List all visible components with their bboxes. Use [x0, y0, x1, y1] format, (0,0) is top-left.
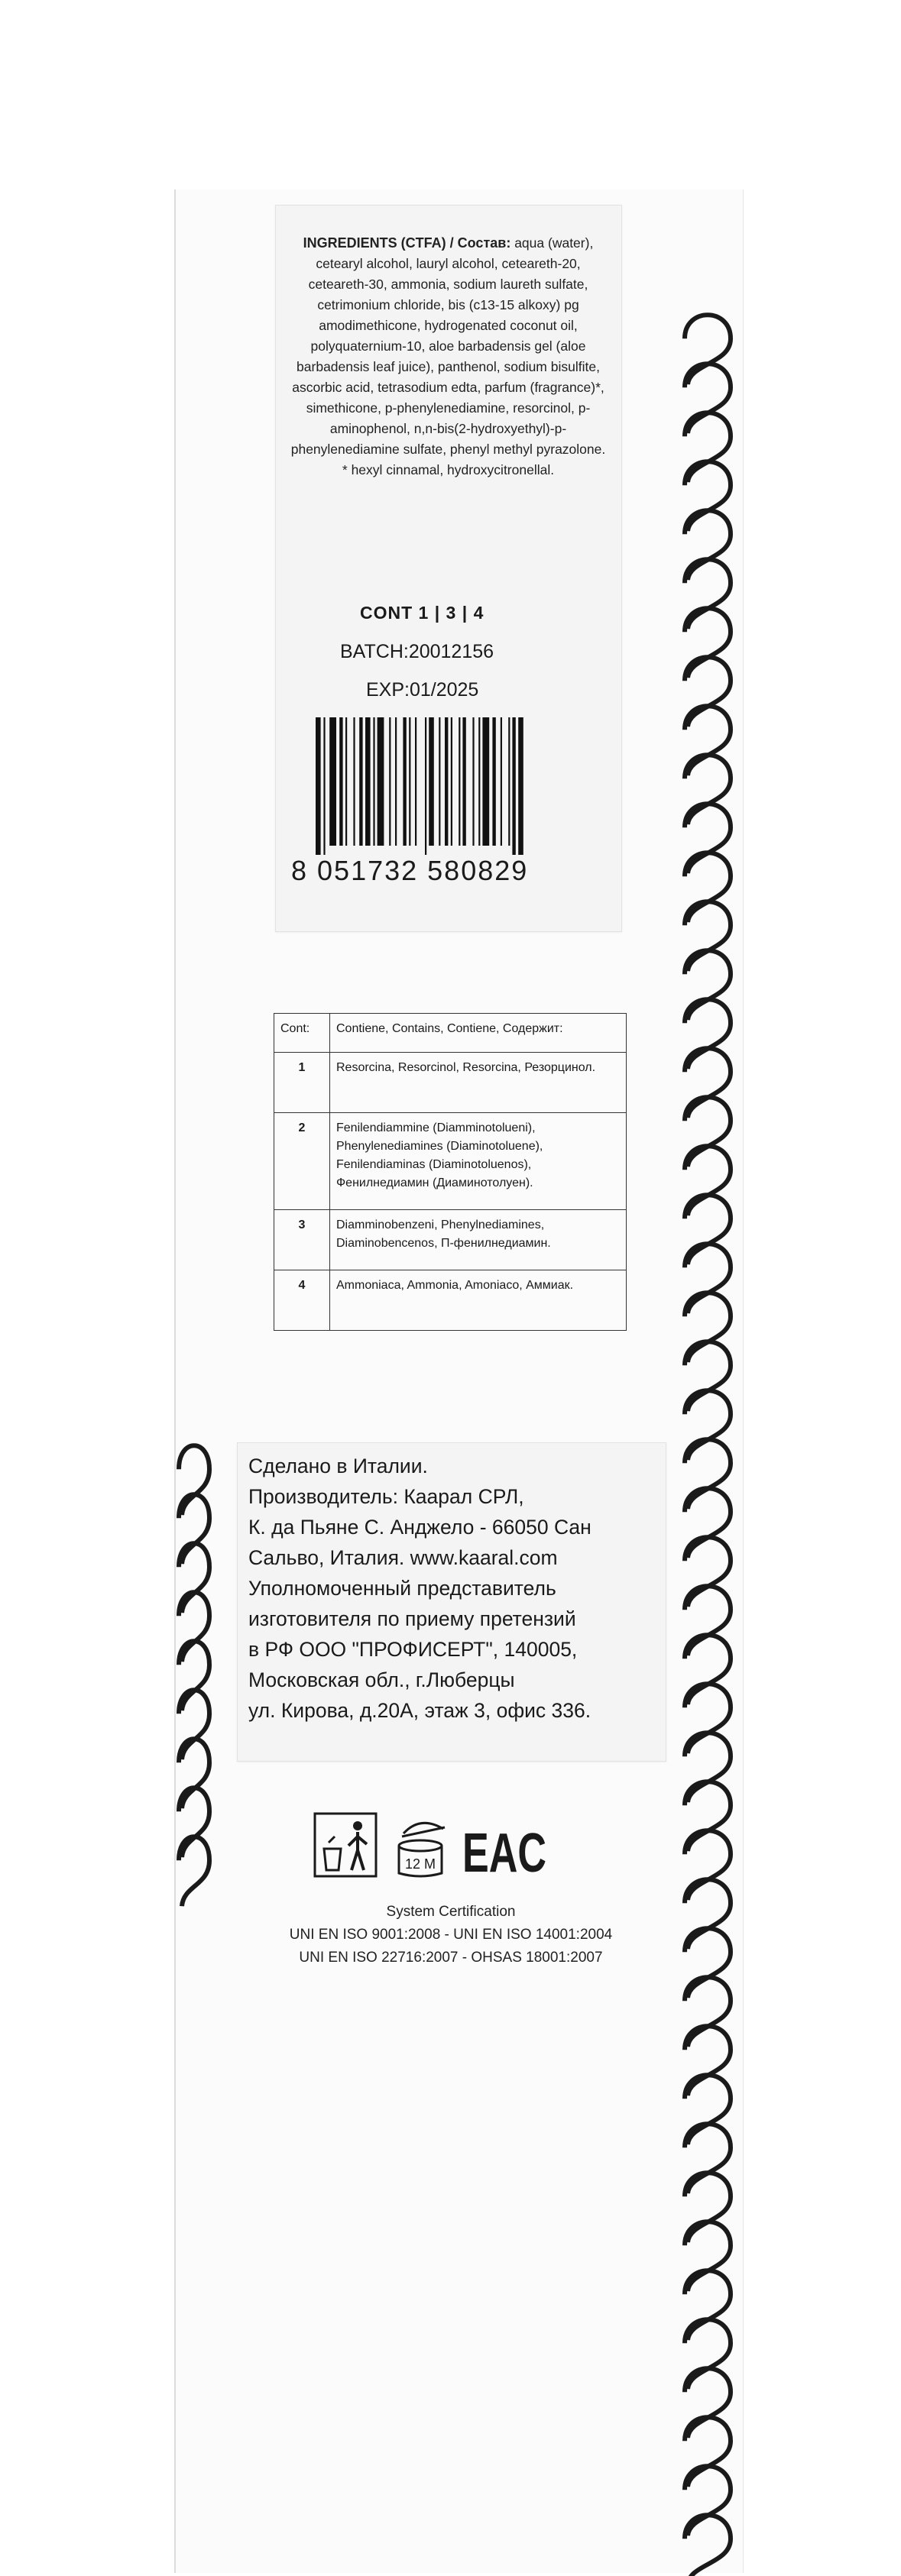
barcode-bar — [518, 717, 523, 855]
barcode-bar — [373, 717, 374, 846]
table-row — [274, 1270, 627, 1331]
barcode-bar — [472, 717, 474, 846]
table-header-text: Contiene, Contains, Contiene, Содержит: — [330, 1014, 627, 1053]
row-text: Ammoniaca, Ammonia, Amoniaco, Аммиак. — [330, 1270, 627, 1331]
barcode-bar — [415, 717, 416, 846]
ingredients-sticker — [275, 205, 622, 932]
ru-line: ул. Кирова, д.20А, этаж 3, офис 336. — [248, 1699, 591, 1722]
row-number: 1 — [274, 1053, 330, 1113]
expiry-date: EXP:01/2025 — [366, 679, 479, 701]
barcode-bar — [445, 717, 448, 846]
barcode-bar — [389, 717, 391, 846]
barcode-bar — [359, 717, 362, 846]
barcode-bar — [409, 717, 410, 846]
barcode-bar — [316, 717, 321, 855]
row-text: Fenilendiammine (Diamminotolueni), Phenylenediamines (Diaminotoluene), Fenilendiaminas (Diaminotoluenos), Фенилнедиамин (Диаминотолуен). — [330, 1113, 627, 1210]
certification-line: UNI EN ISO 22716:2007 - OHSAS 18001:2007 — [299, 1950, 603, 1966]
row-text: Diamminobenzeni, Phenylnediamines, Diaminobencenos, П-фенилнедиамин. — [330, 1210, 627, 1270]
batch-number: BATCH:20012156 — [340, 641, 494, 662]
product-box-panel — [174, 189, 744, 2573]
table-header-label: Cont: — [274, 1014, 330, 1053]
barcode-bar — [459, 717, 460, 846]
ingredients-text — [290, 233, 607, 481]
barcode-bar — [345, 717, 347, 846]
russian-importer-text — [248, 1451, 661, 1726]
table-row — [274, 1053, 627, 1113]
ru-line: К. да Пьяне С. Анджело - 66050 Сан — [248, 1516, 591, 1539]
ru-line: в РФ ООО "ПРОФИСЕРТ", 140005, — [248, 1638, 578, 1661]
barcode-bar — [482, 717, 489, 846]
ru-line: Сделано в Италии. — [248, 1455, 428, 1477]
contents-table — [274, 1013, 627, 1331]
eac-mark-icon — [462, 1823, 546, 1884]
barcode-bar — [451, 717, 452, 846]
right-loop-pattern — [665, 189, 743, 2573]
row-number: 3 — [274, 1210, 330, 1270]
certification-title: System Certification — [386, 1904, 516, 1920]
table-row — [274, 1113, 627, 1210]
barcode-number: 8 051732 580829 — [291, 855, 529, 886]
barcode-bar — [439, 717, 440, 846]
table-row — [274, 1210, 627, 1270]
certification-block — [237, 1901, 665, 1969]
row-number: 4 — [274, 1270, 330, 1331]
russian-importer-sticker — [237, 1442, 666, 1762]
ru-line: Уполномоченный представитель — [248, 1577, 556, 1600]
certification-line: UNI EN ISO 9001:2008 - UNI EN ISO 14001:2004 — [289, 1927, 613, 1943]
ingredients-footnote: * hexyl cinnamal, hydroxycitronellal. — [342, 462, 555, 477]
table-row — [274, 1014, 627, 1053]
eac-label: EAC — [462, 1823, 546, 1884]
barcode-bar — [478, 717, 480, 846]
barcode-bar — [492, 717, 495, 846]
barcode-bar — [378, 717, 384, 846]
barcode-bar — [512, 717, 515, 855]
ru-line: Сальво, Италия. www.kaaral.com — [248, 1546, 558, 1569]
barcode — [313, 717, 565, 855]
pao-label: 12 M — [404, 1856, 436, 1872]
barcode-bar — [395, 717, 397, 846]
row-text: Resorcina, Resorcinol, Resorcina, Резорцинол. — [330, 1053, 627, 1113]
barcode-bar — [501, 717, 502, 846]
loop-ornament — [685, 315, 731, 384]
barcode-bar — [339, 717, 342, 846]
recycle-bin-icon — [315, 1814, 376, 1876]
product-symbols — [313, 1812, 558, 1884]
ru-line: Производитель: Каарал СРЛ, — [248, 1485, 524, 1508]
ingredients-heading: INGREDIENTS (CTFA) / Состав: — [303, 235, 511, 251]
loop-ornament — [685, 2515, 731, 2576]
barcode-bar — [403, 717, 406, 846]
barcode-bar — [462, 717, 465, 846]
barcode-bar — [365, 717, 371, 846]
cont-line: CONT 1 | 3 | 4 — [360, 603, 485, 623]
barcode-bar — [429, 717, 434, 846]
loop-ornament — [179, 1837, 209, 1906]
ru-line: Московская обл., г.Люберцы — [248, 1668, 515, 1691]
open-jar-icon — [399, 1823, 445, 1876]
barcode-bar — [323, 717, 325, 855]
barcode-bar — [353, 717, 355, 846]
barcode-bar — [425, 717, 426, 855]
ingredients-list: aqua (water), cetearyl alcohol, lauryl alcohol, ceteareth-20, ceteareth-30, ammonia, sodium laureth sulfate, cetrimonium chloride, bis (c13-15 alkoxy) pg amodimethicone, hydrogenated coconut oil, polyquaternium-10, aloe barbadensis gel (aloe barbadensis leaf juice), panthenol, sodium bisulfite, ascorbic acid, tetrasodium edta, parfum (fragrance)*, simethicone, p-phenylenediamine, resorcinol, p-aminophenol, n,n-bis(2-hydroxyethyl)-p-phenylenediamine sulfate, phenyl methyl pyrazolone. — [290, 235, 606, 457]
ru-line: изготовителя по приему претензий — [248, 1607, 576, 1630]
barcode-bar — [329, 717, 336, 846]
row-number: 2 — [274, 1113, 330, 1210]
barcode-bar — [508, 717, 510, 846]
left-loop-pattern — [176, 189, 214, 2573]
